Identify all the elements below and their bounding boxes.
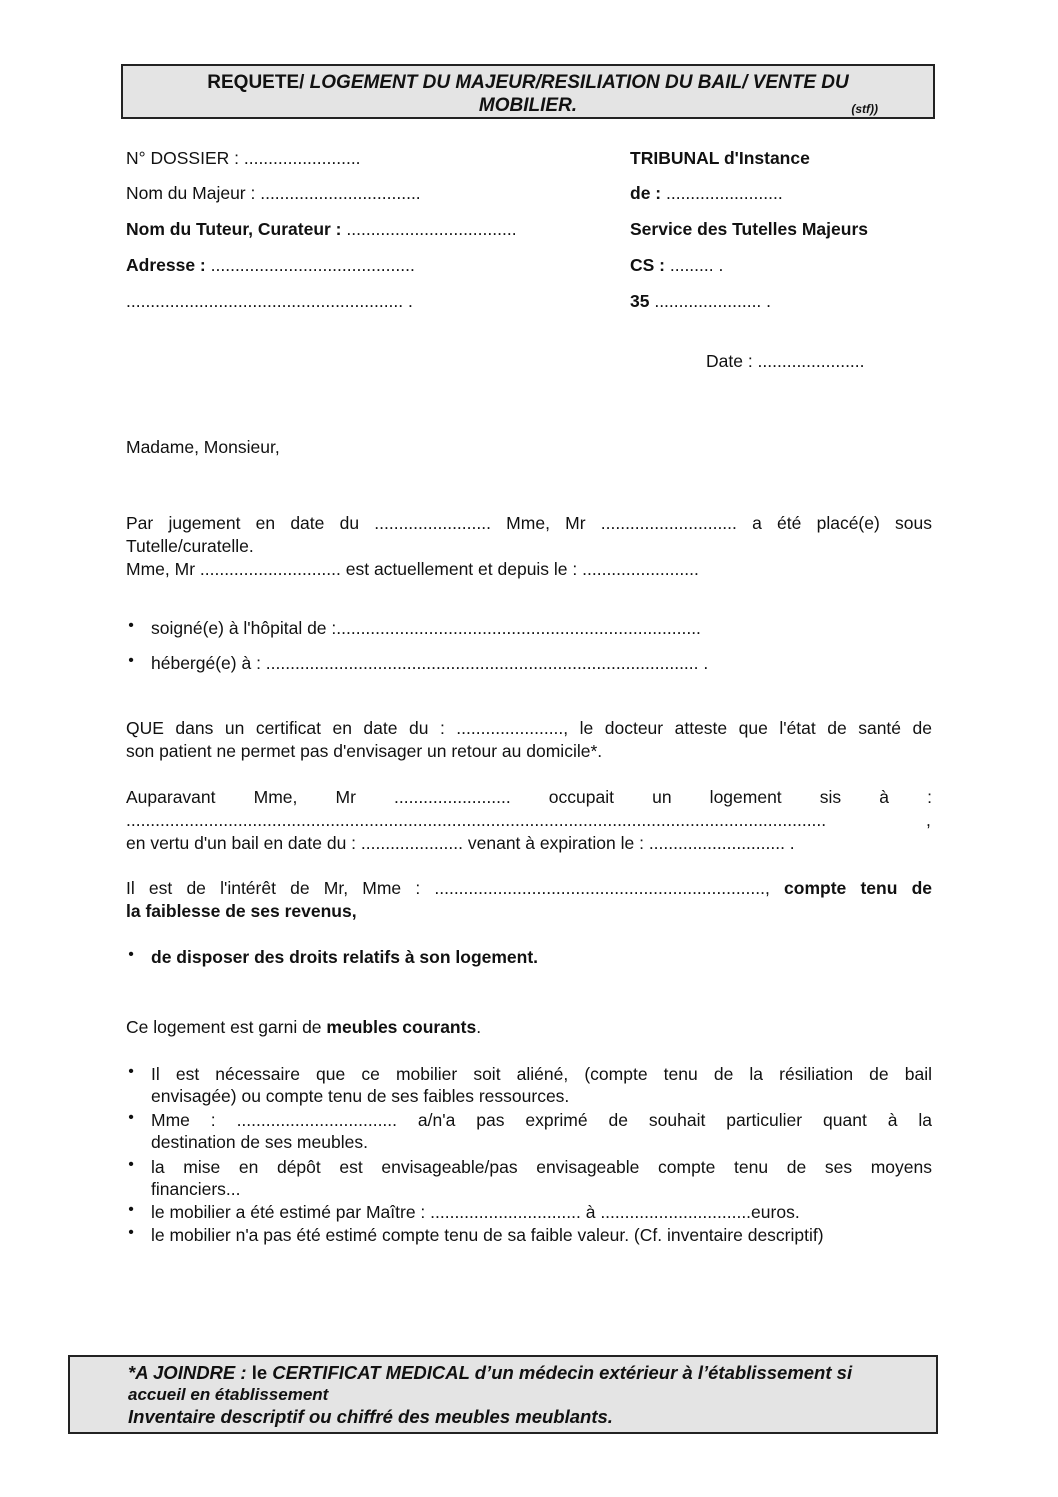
para3-line3: en vertu d'un bail en date du : ..................... venant à expiration le : ............................ .: [126, 833, 795, 853]
cs-field: [630, 254, 723, 276]
bullet-line: destination de ses meubles.: [151, 1132, 368, 1152]
bullet-marker: •: [128, 1156, 134, 1173]
footer-line-2: accueil en établissement: [128, 1385, 329, 1404]
footer-box: [68, 1355, 938, 1434]
bullet-marker: •: [128, 617, 134, 634]
tuteur-label: Nom du Tuteur, Curateur :: [126, 219, 342, 239]
adresse-label: Adresse :: [126, 255, 206, 275]
bullet-estime: le mobilier a été estimé par Maître : ............................... à ...............................euros.: [151, 1202, 800, 1222]
para5-bold: meubles courants: [326, 1017, 477, 1037]
para2-line1: QUE dans un certificat en date du : ......................, le docteur atteste que l'état de santé de: [126, 718, 932, 738]
para4-bold: compte tenu de: [769, 878, 932, 898]
tribunal-bold: TRIBUNAL: [630, 148, 720, 168]
para3-line1: Auparavant Mme, Mr ........................ occupait un logement sis à :: [126, 787, 932, 807]
bullet-marker: •: [128, 652, 134, 669]
de-dots: ........................: [661, 183, 783, 203]
para5-end: .: [476, 1017, 482, 1037]
para2-line2: son patient ne permet pas d'envisager un retour au domicile*.: [126, 741, 603, 761]
para5-normal: Ce logement est garni de: [126, 1017, 327, 1037]
bullet-hopital: soigné(e) à l'hôpital de :...........................................................................: [151, 618, 701, 638]
cs-dots: ......... .: [665, 255, 724, 275]
bullet-marker: •: [128, 1224, 134, 1241]
postal-field: [630, 290, 771, 312]
bullet-alienation: [151, 1063, 932, 1107]
para1-line1: Par jugement en date du ........................ Mme, Mr ............................ a été placé(e) sous: [126, 513, 932, 533]
salutation: Madame, Monsieur,: [126, 437, 280, 457]
para4-line1: [126, 877, 932, 899]
bullet-heberge: hébergé(e) à : ......................................................................................... .: [151, 653, 709, 673]
bullet-line: financiers...: [151, 1179, 241, 1199]
para4-normal: Il est de l'intérêt de Mr, Mme : ....................................................................,: [126, 878, 770, 898]
footer-joindre: *A JOINDRE :: [128, 1362, 247, 1383]
tribunal-field: [630, 147, 810, 169]
bullet-marker: •: [128, 946, 134, 963]
tribunal-rest: d'Instance: [719, 148, 810, 168]
bullet-line: envisagée) ou compte tenu de ses faibles ressources.: [151, 1086, 570, 1106]
footer-line-1: [128, 1362, 852, 1384]
de-label: de :: [630, 183, 662, 203]
title-prefix: REQUETE/: [207, 72, 310, 93]
bullet-marker: •: [128, 1109, 134, 1126]
bullet-depot: [151, 1156, 932, 1200]
date-field: Date : ......................: [706, 351, 865, 371]
para5: [126, 1016, 481, 1038]
adresse-field: [126, 254, 415, 276]
footer-certificat: CERTIFICAT MEDICAL d’un médecin extérieur à l’établissement si: [272, 1362, 853, 1383]
para4-line2: la faiblesse de ses revenus,: [126, 901, 357, 921]
bullet-line: Mme : ................................. a/n'a pas exprimé de souhait particulier quant à la: [151, 1110, 932, 1130]
bullet-souhait: [151, 1109, 932, 1153]
tuteur-dots: ...................................: [341, 219, 517, 239]
para1-line2: Tutelle/curatelle.: [126, 536, 254, 556]
title-box: [121, 64, 935, 119]
nom-majeur-field: Nom du Majeur : .................................: [126, 183, 421, 203]
bullet-non-estime: le mobilier n'a pas été estimé compte tenu de sa faible valeur. (Cf. inventaire descriptif): [151, 1225, 824, 1245]
para3-line2: ................................................................................................................................................: [126, 810, 827, 830]
footer-le: le: [246, 1362, 273, 1383]
para1-line3: Mme, Mr ............................. est actuellement et depuis le : ........................: [126, 559, 699, 579]
para3-line2-end: ,: [926, 810, 931, 830]
bullet-marker: •: [128, 1201, 134, 1218]
cs-label: CS :: [630, 255, 665, 275]
title-code: (stf)): [851, 102, 878, 116]
title-italic: LOGEMENT DU MAJEUR/RESILIATION DU BAIL/ VENTE DU: [309, 72, 849, 93]
bullet-line: Il est nécessaire que ce mobilier soit aliéné, (compte tenu de la résiliation de bail: [151, 1064, 932, 1084]
postal-label: 35: [630, 291, 650, 311]
footer-line-3: Inventaire descriptif ou chiffré des meubles meublants.: [128, 1406, 613, 1427]
service-field: Service des Tutelles Majeurs: [630, 219, 868, 239]
adresse-dots: ..........................................: [205, 255, 415, 275]
bullet-line: la mise en dépôt est envisageable/pas envisageable compte tenu de ses moyens: [151, 1157, 932, 1177]
postal-dots: ...................... .: [649, 291, 772, 311]
title-line-1: [123, 72, 933, 94]
tribunal-de-field: [630, 182, 783, 204]
tuteur-field: [126, 218, 517, 240]
bullet-droits: de disposer des droits relatifs à son logement.: [151, 947, 539, 967]
title-line-2: MOBILIER.: [478, 95, 578, 116]
dossier-field: N° DOSSIER : ........................: [126, 148, 361, 168]
adresse-line-2: ......................................................... .: [126, 291, 413, 311]
bullet-marker: •: [128, 1063, 134, 1080]
